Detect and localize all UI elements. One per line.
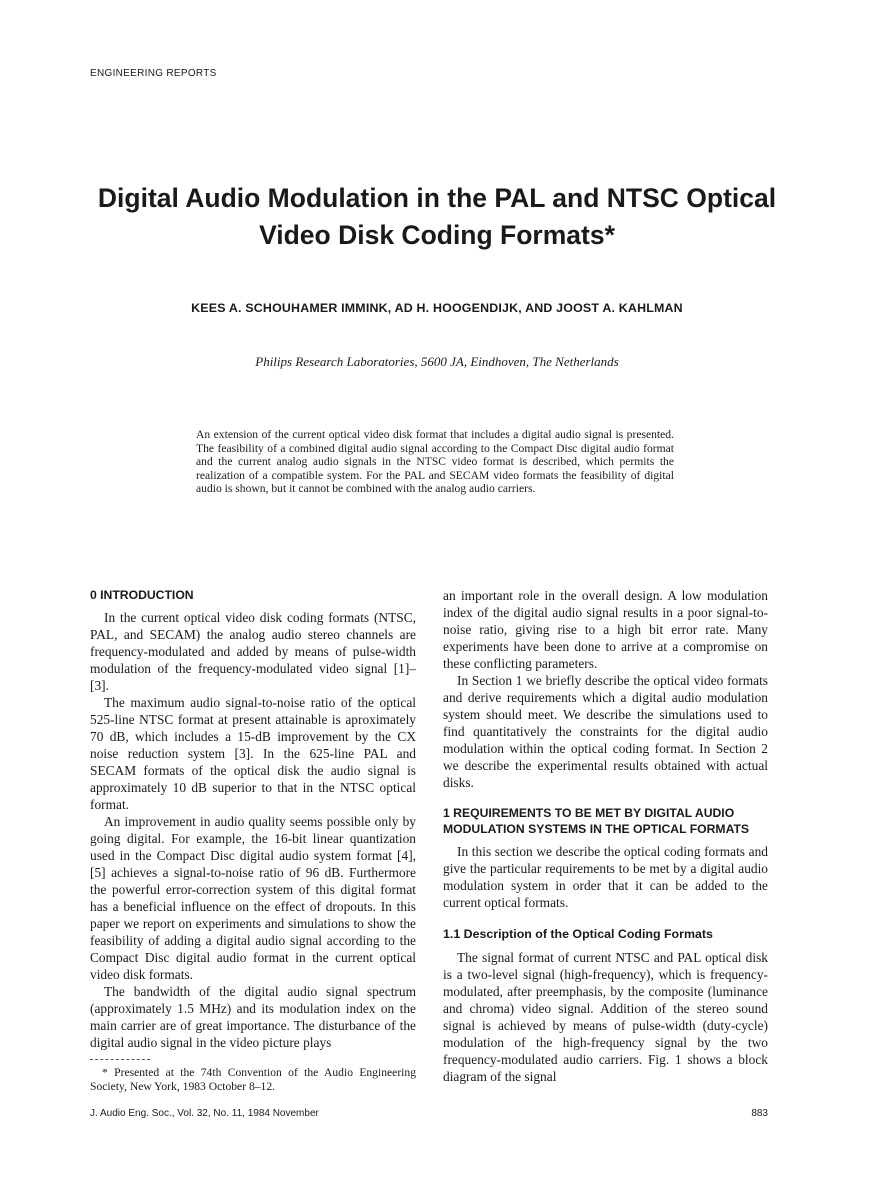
paragraph: The signal format of current NTSC and PAL optical disk is a two-level signal (high-frequency), which is frequency-modulated, after preemphasis, by the composite (luminance and chroma) video signal. Addition of the stereo sound signal is achieved by means of pulse-width (duty-cycle) modulation of the high-frequency signal by the two frequency-modulated audio carriers. Fig. 1 shows a block diagram of the signal xyxy=(443,950,768,1084)
abstract: An extension of the current optical video disk format that includes a digital audio signal is presented. The feasibility of a combined digital audio signal according to the Compact Disc digital audio format and the current analog audio signals in the NTSC video format is described, which permits the realization of a compatible system. For the PAL and SECAM video formats the feasibility of digital audio is shown, but it cannot be combined with the analog audio carriers. xyxy=(196,428,674,495)
paragraph-continuation: an important role in the overall design. A low modulation index of the digital audio signal results in a poor signal-to-noise ratio, giving rise to a high bit error rate. Many experiments have been done to arrive at a compromise on these conflicting parameters. xyxy=(443,588,768,671)
left-column xyxy=(90,587,416,1051)
spacer xyxy=(443,911,768,926)
footnote-text: * Presented at the 74th Convention of the Audio Engineering Society, New York, 1983 October 8–12. xyxy=(90,1066,416,1093)
paragraph: An improvement in audio quality seems possible only by going digital. For example, the 16-bit linear quantization used in the Compact Disc digital audio system format [4], [5] achieves a signal-to-noise ratio of 96 dB. Furthermore the powerful error-correction system of this digital format has a beneficial influence on the effect of dropouts. In this paper we report on experiments and simulations to show the feasibility of adding a digital audio signal according to the Compact Disc digital audio format in the current optical video disk formats. xyxy=(90,814,416,982)
paragraph: In Section 1 we briefly describe the optical video formats and derive requirements which a digital audio modulation system should meet. We describe the simulations used to find quantitatively the constraints for the digital audio modulation within the optical coding format. In Section 2 we describe the experimental results obtained with actual disks. xyxy=(443,673,768,790)
footnote xyxy=(90,1066,416,1094)
paragraph: In the current optical video disk coding formats (NTSC, PAL, and SECAM) the analog audio stereo channels are frequency-modulated and added by means of pulse-width modulation of the frequency-modulated video signal [1]–[3]. xyxy=(90,610,416,693)
page-number: 883 xyxy=(751,1108,768,1119)
paragraph: The maximum audio signal-to-noise ratio of the optical 525-line NTSC format at present attainable is aproximately 70 dB, which includes a 15-dB improvement by the CX noise reduction system [3]. In the 625-line PAL and SECAM formats of the optical disk the audio signal is approximately 10 dB superior to that in the NTSC optical format. xyxy=(90,695,416,812)
right-column xyxy=(443,587,768,1085)
title-line-1: Digital Audio Modulation in the PAL and NTSC Optical xyxy=(97,183,777,213)
journal-citation-footer: J. Audio Eng. Soc., Vol. 32, No. 11, 1984 November xyxy=(90,1108,319,1119)
affiliation: Philips Research Laboratories, 5600 JA, Eindhoven, The Netherlands xyxy=(255,354,619,369)
paragraph: The bandwidth of the digital audio signal spectrum (approximately 1.5 MHz) and its modulation index on the main carrier are of great importance. The disturbance of the digital audio signal in the video picture plays xyxy=(90,984,416,1050)
author-list: KEES A. SCHOUHAMER IMMINK, AD H. HOOGENDIJK, AND JOOST A. KAHLMAN xyxy=(191,301,683,315)
footnote-divider xyxy=(90,1059,150,1060)
subsection-heading-description: 1.1 Description of the Optical Coding Formats xyxy=(443,927,713,941)
paragraph: In this section we describe the optical coding formats and give the particular requirements to be met by a digital audio modulation system in order that it can be added to the current optical formats. xyxy=(443,844,768,910)
section-heading-introduction: 0 INTRODUCTION xyxy=(90,588,194,602)
running-head: ENGINEERING REPORTS xyxy=(90,68,217,79)
title-line-2: Video Disk Coding Formats* xyxy=(259,220,615,250)
spacer xyxy=(443,791,768,805)
section-heading-requirements: 1 REQUIREMENTS TO BE MET BY DIGITAL AUDIO MODULATION SYSTEMS IN THE OPTICAL FORMATS xyxy=(443,806,750,836)
paper-title xyxy=(60,180,814,254)
